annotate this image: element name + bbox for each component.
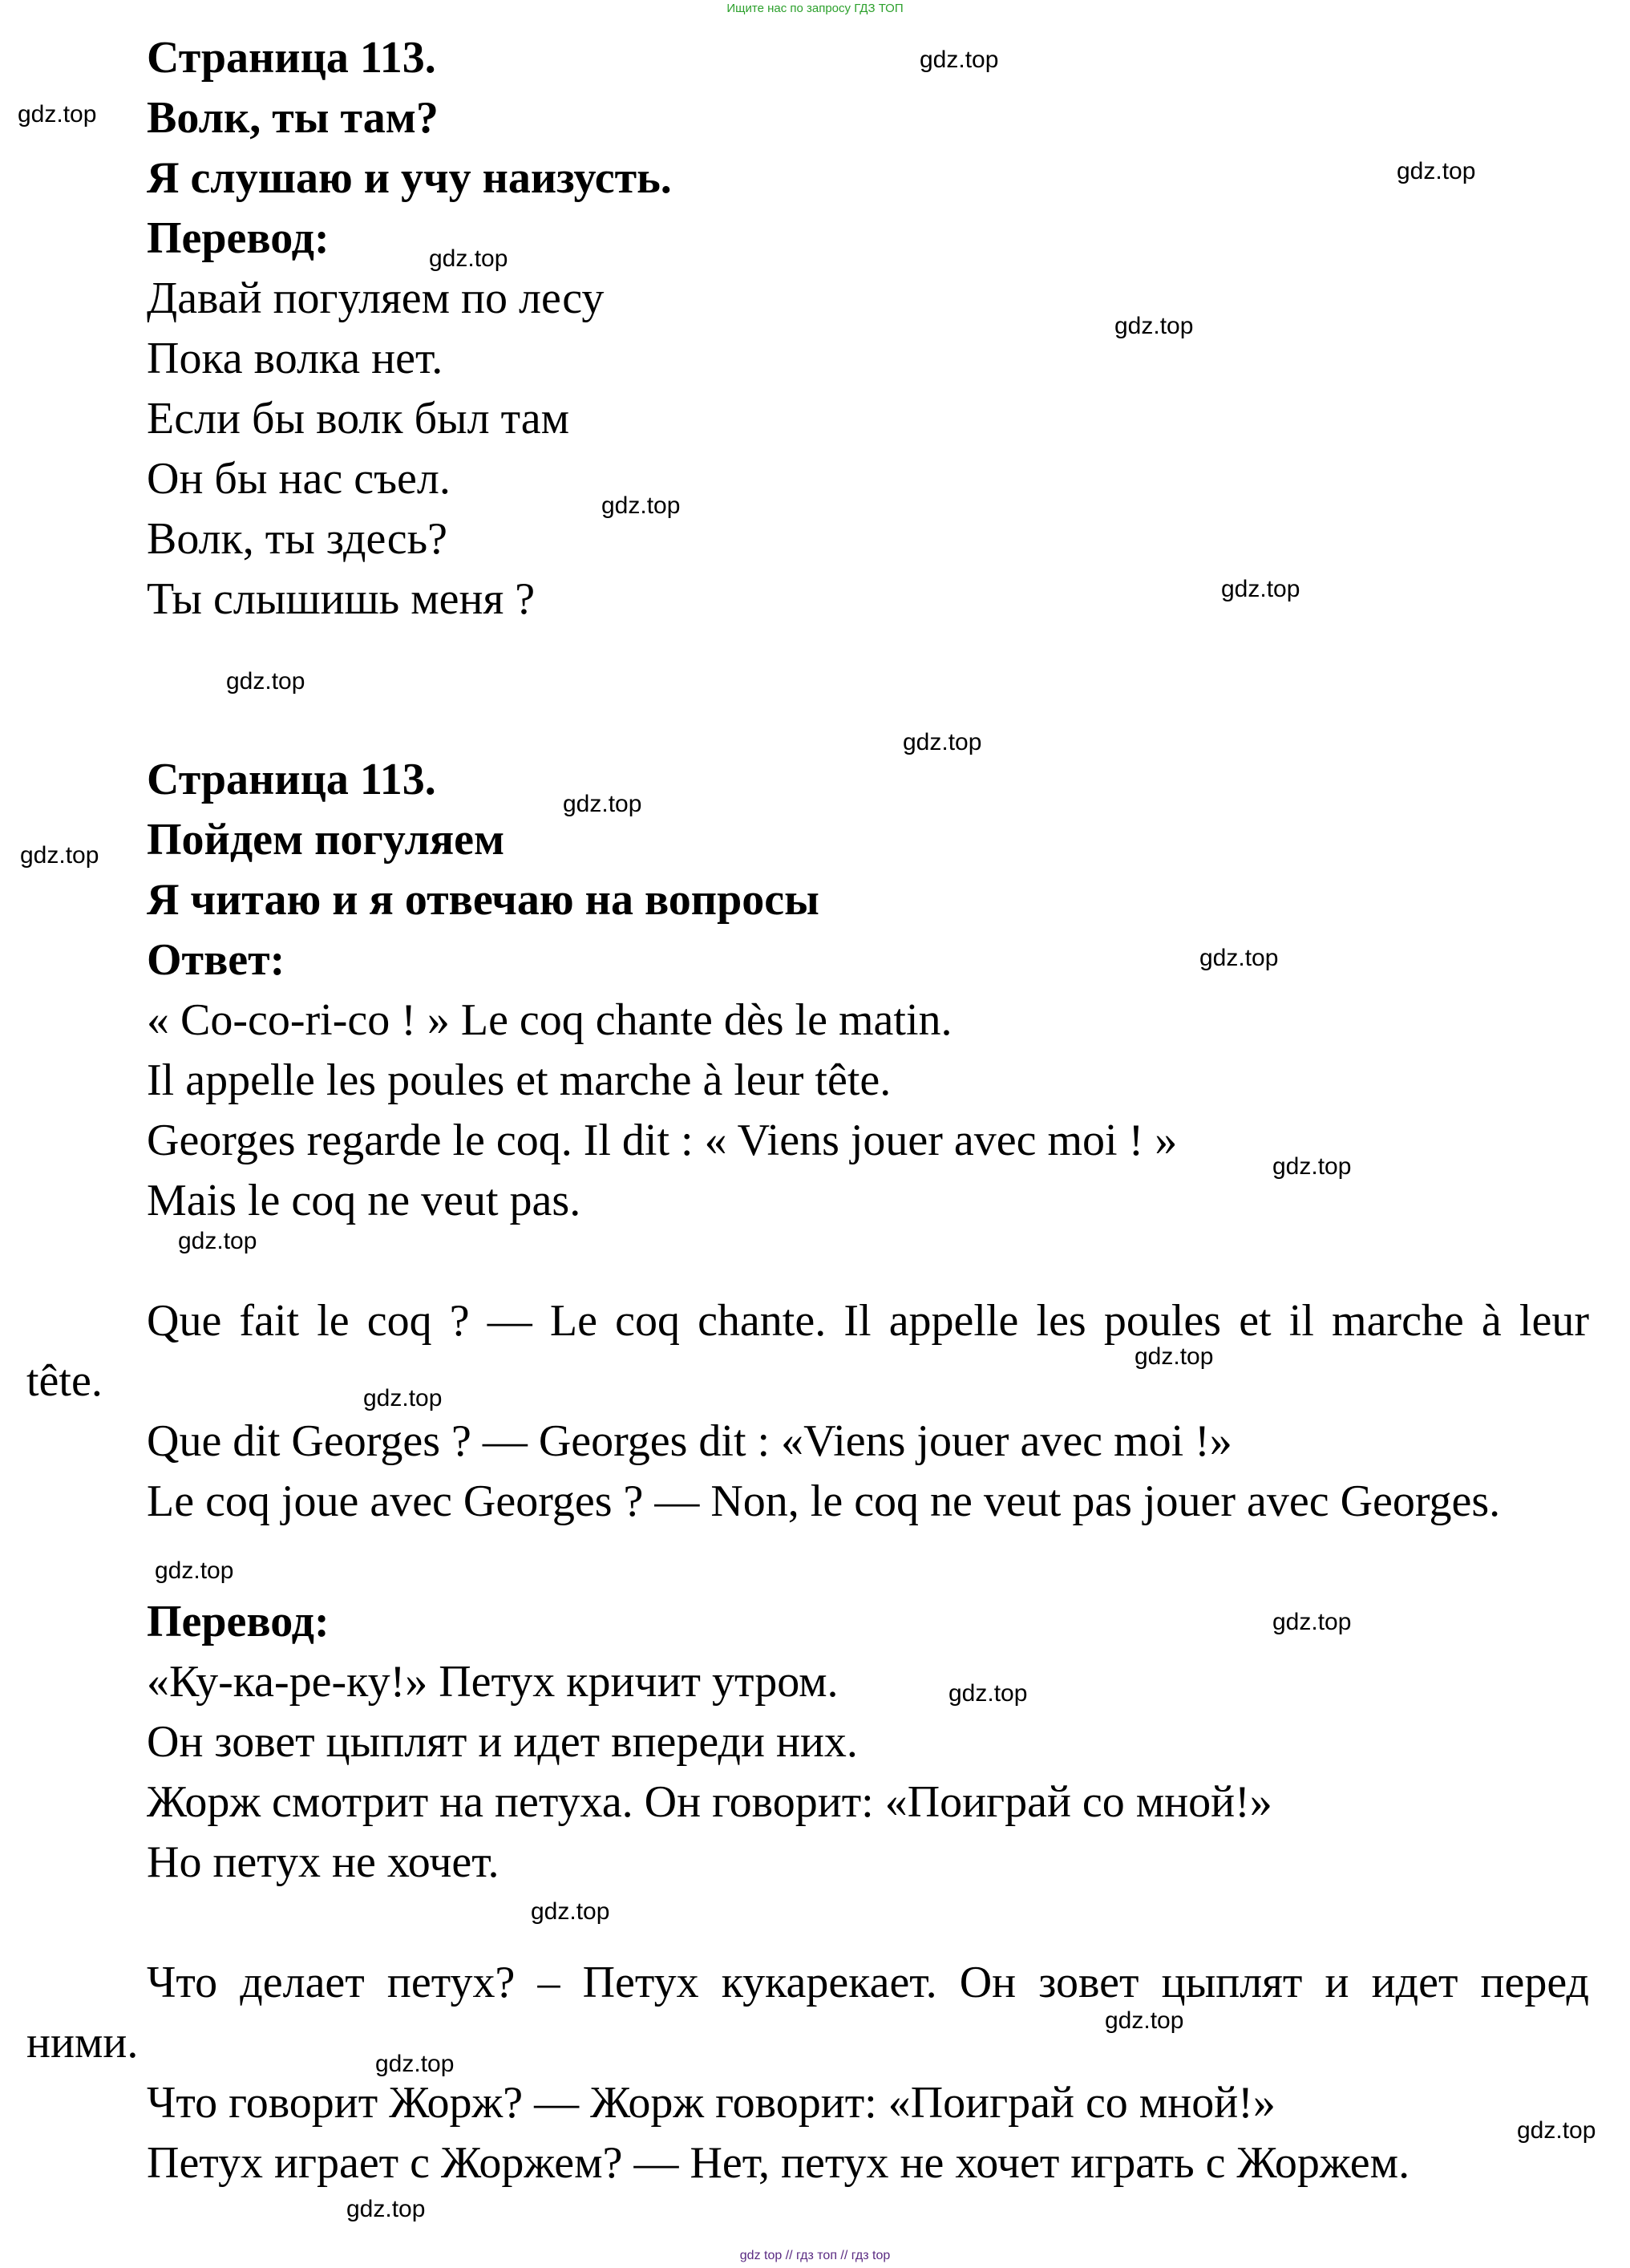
french-text-line: Il appelle les poules et marche à leur tête.	[147, 1055, 892, 1105]
russian-answer-2: Что говорит Жорж? — Жорж говорит: «Поиграй со мной!»	[147, 2078, 1276, 2128]
watermark: gdz.top	[1397, 158, 1476, 184]
page-heading-2: Страница 113.	[147, 755, 436, 804]
watermark: gdz.top	[178, 1228, 257, 1254]
watermark: gdz.top	[18, 101, 97, 128]
russian-text-line: Он зовет цыплят и идет впереди них.	[147, 1717, 858, 1767]
story-title: Пойдем погуляем	[147, 815, 505, 865]
russian-text-line: Жорж смотрит на петуха. Он говорит: «Поиграй со мной!»	[147, 1777, 1272, 1827]
watermark: gdz.top	[1199, 945, 1279, 971]
french-answer-2: Que dit Georges ? — Georges dit : «Viens jouer avec moi !»	[147, 1416, 1232, 1466]
poem-line: Ты слышишь меня ?	[147, 574, 536, 624]
watermark: gdz.top	[155, 1557, 234, 1584]
watermark: gdz.top	[903, 729, 982, 755]
french-answer-3: Le coq joue avec Georges ? — Non, le coq ne veut pas jouer avec Georges.	[147, 1476, 1501, 1526]
watermark: gdz.top	[226, 668, 305, 695]
watermark: gdz.top	[363, 1385, 443, 1411]
poem-line: Давай погуляем по лесу	[147, 273, 605, 323]
french-text-line: Georges regarde le coq. Il dit : « Viens jouer avec moi ! »	[147, 1116, 1178, 1165]
poem-line: Он бы нас съел.	[147, 454, 451, 504]
poem-line: Волк, ты здесь?	[147, 514, 447, 564]
french-answer-1-wrap: tête.	[26, 1356, 103, 1406]
french-text-line: « Co-co-ri-co ! » Le coq chante dès le matin.	[147, 995, 953, 1045]
poem-title: Волк, ты там?	[147, 93, 439, 143]
top-banner: Ищите нас по запросу ГДЗ ТОП	[726, 2, 904, 15]
russian-answer-3: Петух играет с Жоржем? — Нет, петух не хочет играть с Жоржем.	[147, 2138, 1410, 2188]
watermark: gdz.top	[20, 842, 99, 869]
watermark: gdz.top	[375, 2051, 455, 2077]
watermark: gdz.top	[601, 492, 681, 519]
task-heading-2: Я читаю и я отвечаю на вопросы	[147, 875, 819, 925]
answer-label: Ответ:	[147, 935, 285, 985]
watermark: gdz.top	[920, 47, 999, 73]
watermark: gdz.top	[948, 1680, 1028, 1707]
page-heading-1: Страница 113.	[147, 33, 436, 83]
poem-line: Если бы волк был там	[147, 394, 570, 443]
translation-label-1: Перевод:	[147, 213, 330, 263]
watermark: gdz.top	[346, 2196, 426, 2222]
russian-answer-1: Что делает петух? – Петух кукарекает. Он зовет цыплят и идет перед	[147, 1958, 1589, 2007]
french-text-line: Mais le coq ne veut pas.	[147, 1176, 581, 1225]
poem-line: Пока волка нет.	[147, 334, 443, 383]
task-heading-1: Я слушаю и учу наизусть.	[147, 153, 672, 203]
russian-text-line: Но петух не хочет.	[147, 1837, 500, 1887]
footer-watermark: gdz top // гдз топ // гдз top	[739, 2249, 891, 2262]
watermark: gdz.top	[1114, 313, 1194, 339]
watermark: gdz.top	[531, 1898, 610, 1925]
russian-text-line: «Ку-ка-ре-ку!» Петух кричит утром.	[147, 1657, 839, 1707]
watermark: gdz.top	[429, 245, 508, 272]
russian-answer-1-wrap: ними.	[26, 2018, 139, 2068]
watermark: gdz.top	[1105, 2007, 1184, 2034]
watermark: gdz.top	[1517, 2117, 1596, 2144]
watermark: gdz.top	[563, 791, 642, 817]
translation-label-2: Перевод:	[147, 1597, 330, 1646]
watermark: gdz.top	[1272, 1153, 1352, 1180]
watermark: gdz.top	[1221, 576, 1300, 602]
french-answer-1: Que fait le coq ? — Le coq chante. Il appelle les poules et il marche à leur	[147, 1296, 1589, 1346]
watermark: gdz.top	[1272, 1609, 1352, 1635]
watermark: gdz.top	[1135, 1343, 1214, 1370]
